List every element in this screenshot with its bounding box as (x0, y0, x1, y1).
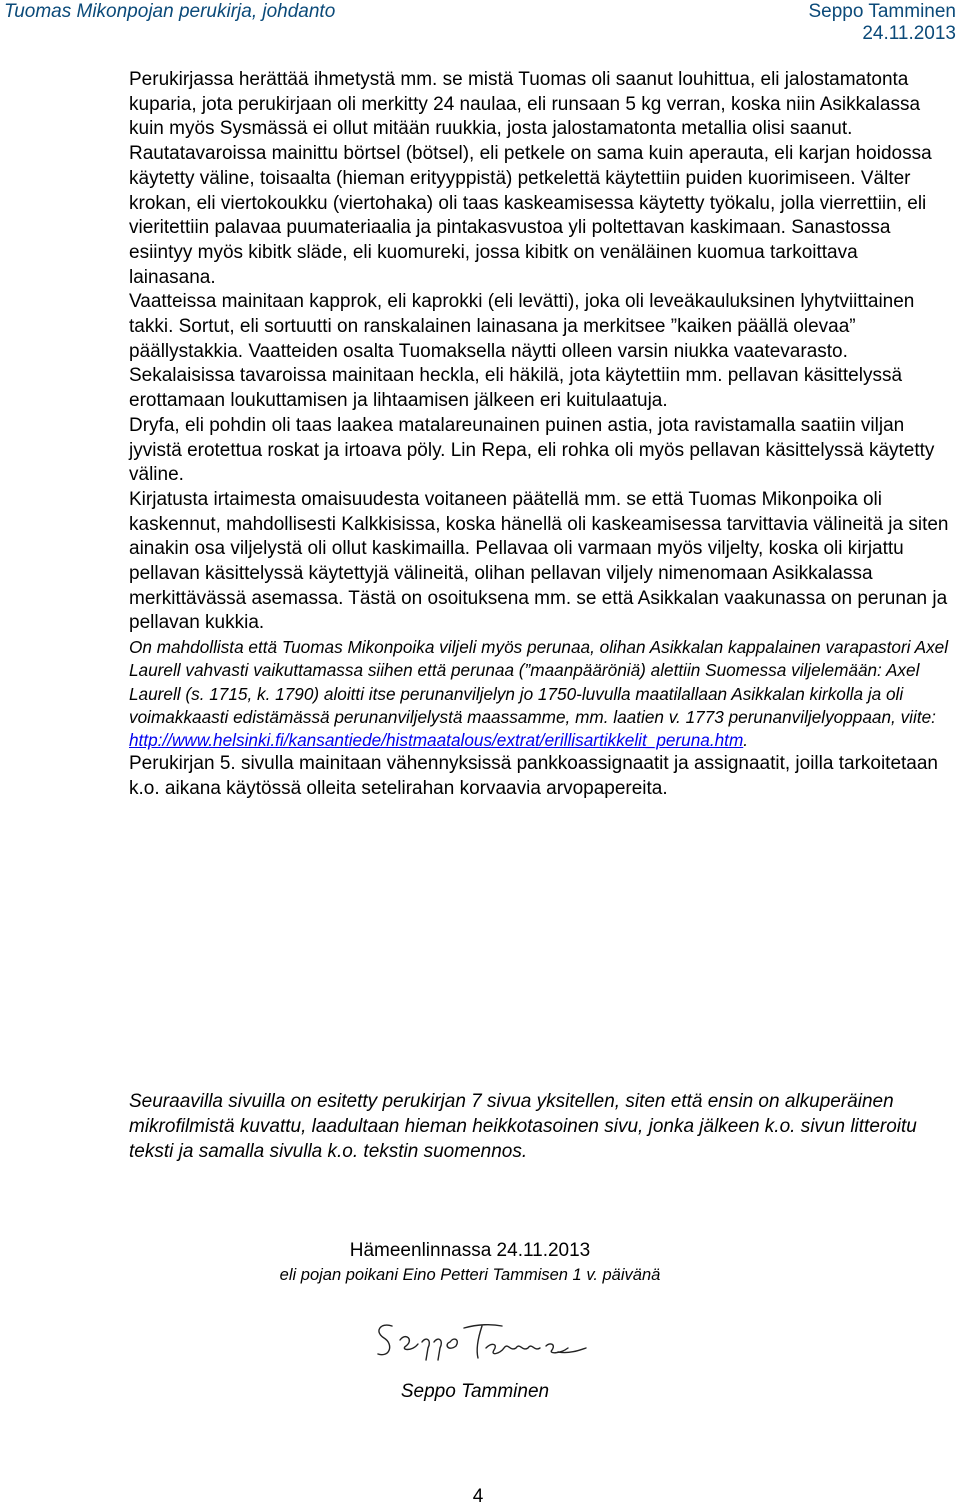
paragraph: Perukirjan 5. sivulla mainitaan vähennyksissä pankkoassignaatit ja assignaatit, joilla tarkoitetaan k.o. aikana käytössä olleita setelirahan korvaavia arvopapereita. (129, 753, 939, 799)
closing-text: Seuraavilla sivuilla on esitetty perukirjan 7 sivua yksitellen, siten että ensin on alkuperäinen mikrofilmistä kuvattu, laadultaan hieman heikkotasoinen sivu, jonka jälkeen k.o. sivun litteroitu teksti ja samalla sivulla k.o. tekstin suomennos. (129, 1091, 917, 1162)
italic-note (129, 636, 949, 752)
paragraph: Rautatavaroissa mainittu börtsel (bötsel), eli petkele on sama kuin aperauta, eli karjan hoidossa käytetty väline, toisaalta (hieman erityyppistä) petkelettä käytettiin puiden kuorimiseen. Välter krokan, eli viertokoukku (viertohaka) oli taas kaskeamisessa käytetty työkalu, jolla vierrettiin, eli vieritettiin palavaa puumateriaalia ja pintakasvustoa yli poltettavan kaskimaan. Sanastossa esiintyy myös kibitk släde, eli kuomureki, jossa kibitk on venäläinen kuomua tarkoittava lainasana. (129, 143, 932, 288)
page-number: 4 (472, 1486, 484, 1507)
italic-note-text: On mahdollista että Tuomas Mikonpoika viljeli myös perunaa, olihan Asikkalan kappalainen varapastori Axel Laurell vahvasti vaikuttamassa siihen että perunaa (”maanpääröniä) alettiin Suomessa viljelemään: Axel Laurell (s. 1715, k. 1790) aloitti itse perunanviljelyn jo 1750-luvulla maatilallaan Asikkalan kirkolla ja oli voimakkaasti edistämässä perunanviljelystä maassamme, mm. laatien v. 1773 perunanviljelyoppaan, viite: (129, 637, 949, 727)
link-suffix: . (743, 729, 749, 750)
main-text (129, 68, 949, 802)
handwritten-signature (370, 1318, 590, 1366)
place-date: Hämeenlinnassa 24.11.2013 (349, 1240, 591, 1261)
signer-name: Seppo Tamminen (400, 1381, 550, 1402)
paragraph: Kirjatusta irtaimesta omaisuudesta voitaneen päätellä mm. se että Tuomas Mikonpoika oli kaskennut, mahdollisesti Kalkkisissa, koska hänellä oli kaskeamisessa tarvittavia välineitä ja siten ainakin osa viljelystä oli ollut kaskimailla. Pellavaa oli varmaan myös viljelty, koska oli kirjattu pellavan käsittelyssä käytettyjä välineitä, olihan pellavan viljely nimenomaan Asikkalassa merkittävässä asemassa. Tästä on osoituksena mm. se että Asikkalan vaakunassa on perunan ja pellavan kukkia. (129, 488, 949, 634)
closing-note (129, 1089, 929, 1164)
header-author: Seppo Tamminen (808, 1, 956, 22)
header-date: 24.11.2013 (862, 23, 956, 44)
document-title: Tuomas Mikonpojan perukirja, johdanto (4, 1, 336, 22)
paragraph: Dryfa, eli pohdin oli taas laakea matalareunainen puinen astia, jota ravistamalla saatiin viljan jyvistä erotettua roskat ja irtoava pöly. Lin Repa, eli rohka oli myös pellavan käsittelyssä käytetty väline. (129, 414, 935, 486)
paragraph: Perukirjassa herättää ihmetystä mm. se mistä Tuomas oli saanut louhittua, eli jalostamatonta kuparia, jota perukirjaan oli merkitty 24 naulaa, eli runsaan 5 kg verran, koska niin Asikkalassa kuin myös Sysmässä ei ollut mitään ruukkia, josta jalostamatonta metallia olisi saanut. (129, 69, 921, 140)
page-header (0, 0, 960, 50)
reference-link[interactable]: http://www.helsinki.fi/kansantiede/histmaatalous/extrat/erillisartikkelit_peruna.htm (129, 729, 744, 750)
paragraph: Vaatteissa mainitaan kapprok, eli kaprokki (eli levätti), joka oli leveäkauluksinen lyhytviittainen takki. Sortut, eli sortuutti on ranskalainen lainasana ja merkitsee ”kaiken päällä olevaa” päällystakkia. Vaatteiden osalta Tuomaksella näytti olleen varsin niukka vaatevarasto. (129, 291, 915, 362)
dedication: eli pojan poikani Eino Petteri Tammisen 1 v. päivänä (279, 1266, 661, 1284)
paragraph: Sekalaisissa tavaroissa mainitaan heckla, eli häkilä, jota käytettiin mm. pellavan käsittelyssä erottamaan loukuttamisen ja lihtaamisen jälkeen eri kuitulaatuja. (129, 365, 903, 412)
